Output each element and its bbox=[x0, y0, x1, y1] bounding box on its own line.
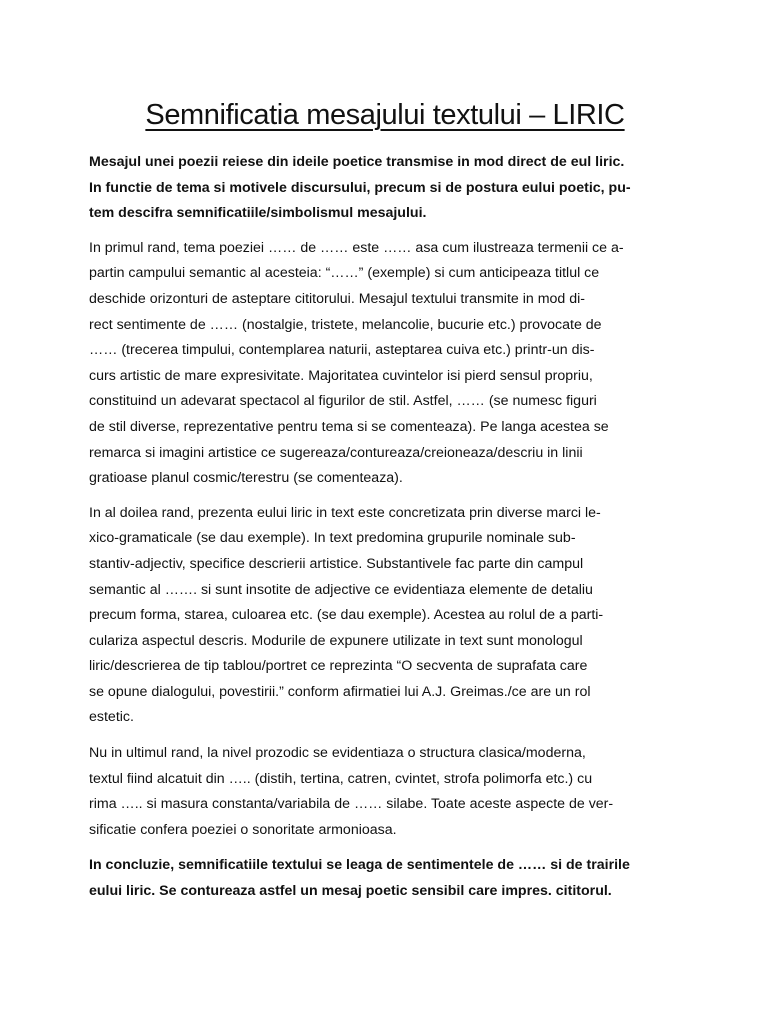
prosody-paragraph bbox=[89, 741, 681, 843]
paragraph-line: se opune dialogului, povestirii.” conform afirmatiei lui A.J. Greimas./ce are un rol bbox=[89, 683, 591, 700]
page-title: Semnificatia mesajului textului – LIRIC bbox=[145, 99, 625, 131]
paragraph-line: textul fiind alcatuit din ….. (distih, tertina, catren, cvintet, strofa polimorfa etc.) cu bbox=[89, 770, 593, 787]
paragraph-line: rima ….. si masura constanta/variabila de …… silabe. Toate aceste aspecte de ver- bbox=[89, 796, 614, 813]
paragraph-line: xico-gramaticale (se dau exemple). In text predomina grupurile nominale sub- bbox=[89, 530, 576, 547]
lyrical-self-paragraph bbox=[89, 501, 681, 731]
paragraph-line: precum forma, starea, culoarea etc. (se dau exemple). Acestea au rolul de a parti- bbox=[89, 607, 604, 624]
intro-paragraph bbox=[89, 150, 681, 227]
paragraph-line: Mesajul unei poezii reiese din ideile poetice transmise in mod direct de eul liric. bbox=[89, 154, 625, 170]
paragraph-line: Nu in ultimul rand, la nivel prozodic se evidentiaza o structura clasica/moderna, bbox=[89, 745, 586, 762]
paragraph-line: gratioase planul cosmic/terestru (se comenteaza). bbox=[89, 470, 403, 487]
paragraph-line: partin campului semantic al acesteia: “……” (exemple) si cum anticipeaza titlul ce bbox=[89, 265, 600, 282]
paragraph-line: estetic. bbox=[89, 709, 134, 726]
paragraph-line: curs artistic de mare expresivitate. Majoritatea cuvintelor isi pierd sensul propriu, bbox=[89, 367, 593, 384]
paragraph-line: tem descifra semnificatiile/simbolismul mesajului. bbox=[89, 205, 427, 222]
paragraph-line: deschide orizonturi de asteptare cititorului. Mesajul textului transmite in mod di- bbox=[89, 290, 586, 307]
conclusion-paragraph bbox=[89, 853, 681, 904]
paragraph-line: rect sentimente de …… (nostalgie, tristete, melancolie, bucurie etc.) provocate de bbox=[89, 316, 602, 333]
paragraph-line: In functie de tema si motivele discursului, precum si de postura eului poetic, pu- bbox=[89, 179, 631, 196]
paragraph-line: eului liric. Se contureaza astfel un mesaj poetic sensibil care impres. cititorul. bbox=[89, 883, 612, 900]
paragraph-line: …… (trecerea timpului, contemplarea naturii, asteptarea cuiva etc.) printr-un dis- bbox=[89, 342, 595, 359]
paragraph-line: sificatie confera poeziei o sonoritate armonioasa. bbox=[89, 821, 397, 838]
paragraph-line: In concluzie, semnificatiile textului se leaga de sentimentele de …… si de trairile bbox=[89, 857, 630, 874]
paragraph-line: In primul rand, tema poeziei …… de …… este …… asa cum ilustreaza termenii ce a- bbox=[89, 239, 624, 256]
theme-paragraph bbox=[89, 236, 681, 492]
document-page bbox=[89, 92, 681, 905]
paragraph-line: constituind un adevarat spectacol al figurilor de stil. Astfel, …… (se numesc figuri bbox=[89, 393, 597, 410]
paragraph-line: liric/descrierea de tip tablou/portret ce reprezinta “O secventa de suprafata care bbox=[89, 658, 588, 675]
paragraph-line: culariza aspectul descris. Modurile de expunere utilizate in text sunt monologul bbox=[89, 632, 583, 649]
paragraph-line: stantiv-adjectiv, specifice descrierii artistice. Substantivele fac parte din campul bbox=[89, 555, 584, 572]
paragraph-line: In al doilea rand, prezenta eului liric in text este concretizata prin diverse marci le- bbox=[89, 504, 601, 521]
paragraph-line: remarca si imagini artistice ce sugereaza/contureaza/creioneaza/descriu in linii bbox=[89, 444, 583, 461]
paragraph-line: semantic al ……. si sunt insotite de adjective ce evidentiaza elemente de detaliu bbox=[89, 581, 593, 598]
paragraph-line: de stil diverse, reprezentative pentru tema si se comenteaza). Pe langa acestea se bbox=[89, 418, 609, 435]
